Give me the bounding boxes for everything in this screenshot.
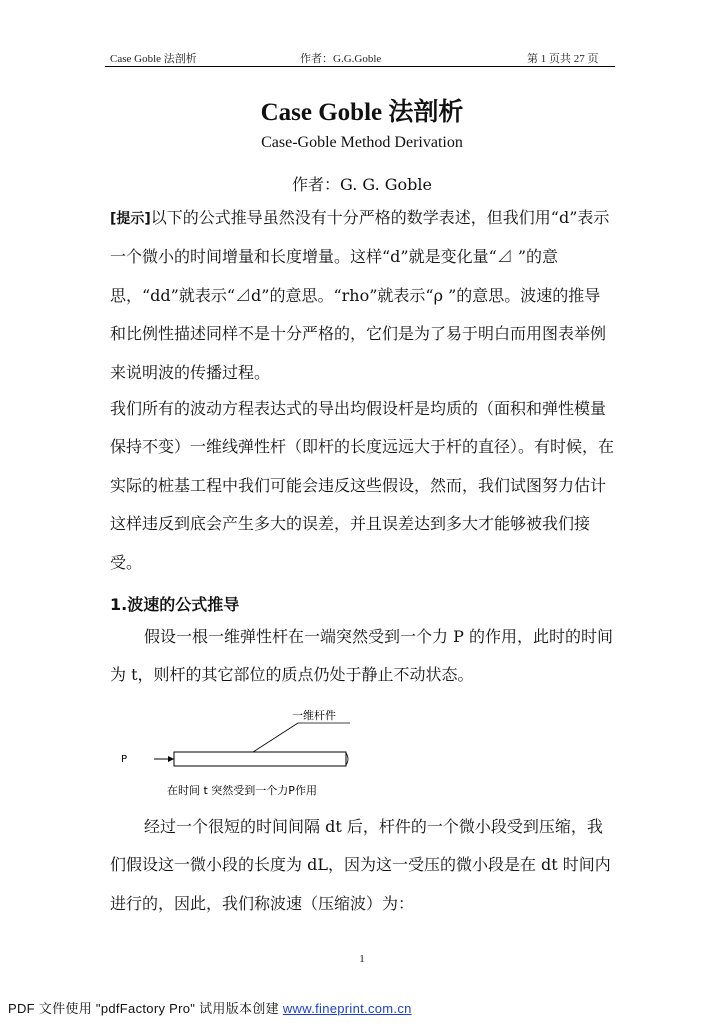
header-author: 作者：G.G.Goble	[300, 53, 382, 65]
arrow-icon	[168, 756, 174, 762]
pdf-footer	[8, 998, 412, 1017]
footer-text: PDF 文件使用 "pdfFactory Pro" 试用版本创建	[8, 1001, 283, 1016]
document-subtitle: Case-Goble Method Derivation	[261, 134, 463, 151]
rod-diagram	[110, 700, 370, 805]
page-number: 1	[359, 953, 365, 965]
header-left: Case Goble 法剖析	[110, 53, 197, 65]
rod-label: 一维杆件	[292, 709, 336, 722]
assumptions-paragraph: 我们所有的波动方程表达式的导出均假设杆是均质的（面积和弹性模量保持不变）一维线弹性杆（即杆的长度远远大于杆的直径）。有时候，在实际的桩基工程中我们可能会违反这些假设，然而，我们试图努力估计这样违反到底会产生多大的误差，并且误差达到多大才能够被我们接受。	[110, 399, 615, 572]
document-title: Case Goble 法剖析	[260, 99, 464, 126]
intro-text: 以下的公式推导虽然没有十分严格的数学表述，但我们用“d”表示一个微小的时间增量和长度增量。这样“d”就是变化量“⊿ ”的意思，“dd”就表示“⊿d”的意思。“rho”就表示“ρ ”的意思。波速的推导和比例性描述同样不是十分严格的，它们是为了易于明白而用图表举例来说明波的传播过程。	[110, 208, 610, 382]
document-author: 作者：G. G. Goble	[291, 175, 432, 194]
rod-shape	[174, 752, 346, 766]
section-paragraph-1: 假设一根一维弹性杆在一端突然受到一个力 P 的作用，此时的时间为 t，则杆的其它部位的质点仍处于静止不动状态。	[110, 627, 613, 685]
section-paragraph-2: 经过一个很短的时间间隔 dt 后，杆件的一个微小段受到压缩，我们假设这一微小段的长度为 dL，因为这一受压的微小段是在 dt 时间内进行的，因此，我们称波速（压缩波）为：	[110, 817, 611, 913]
force-label: P	[121, 754, 128, 765]
section-heading: 1.波速的公式推导	[110, 595, 240, 614]
figure-caption: 在时间 t 突然受到一个力P作用	[167, 784, 317, 797]
header-page-info: 第 1 页共 27 页	[527, 53, 599, 65]
intro-paragraph	[110, 199, 615, 392]
hint-label: [提示]	[110, 211, 151, 227]
footer-link[interactable]: www.fineprint.com.cn	[282, 1001, 412, 1016]
header-rule	[105, 66, 615, 67]
